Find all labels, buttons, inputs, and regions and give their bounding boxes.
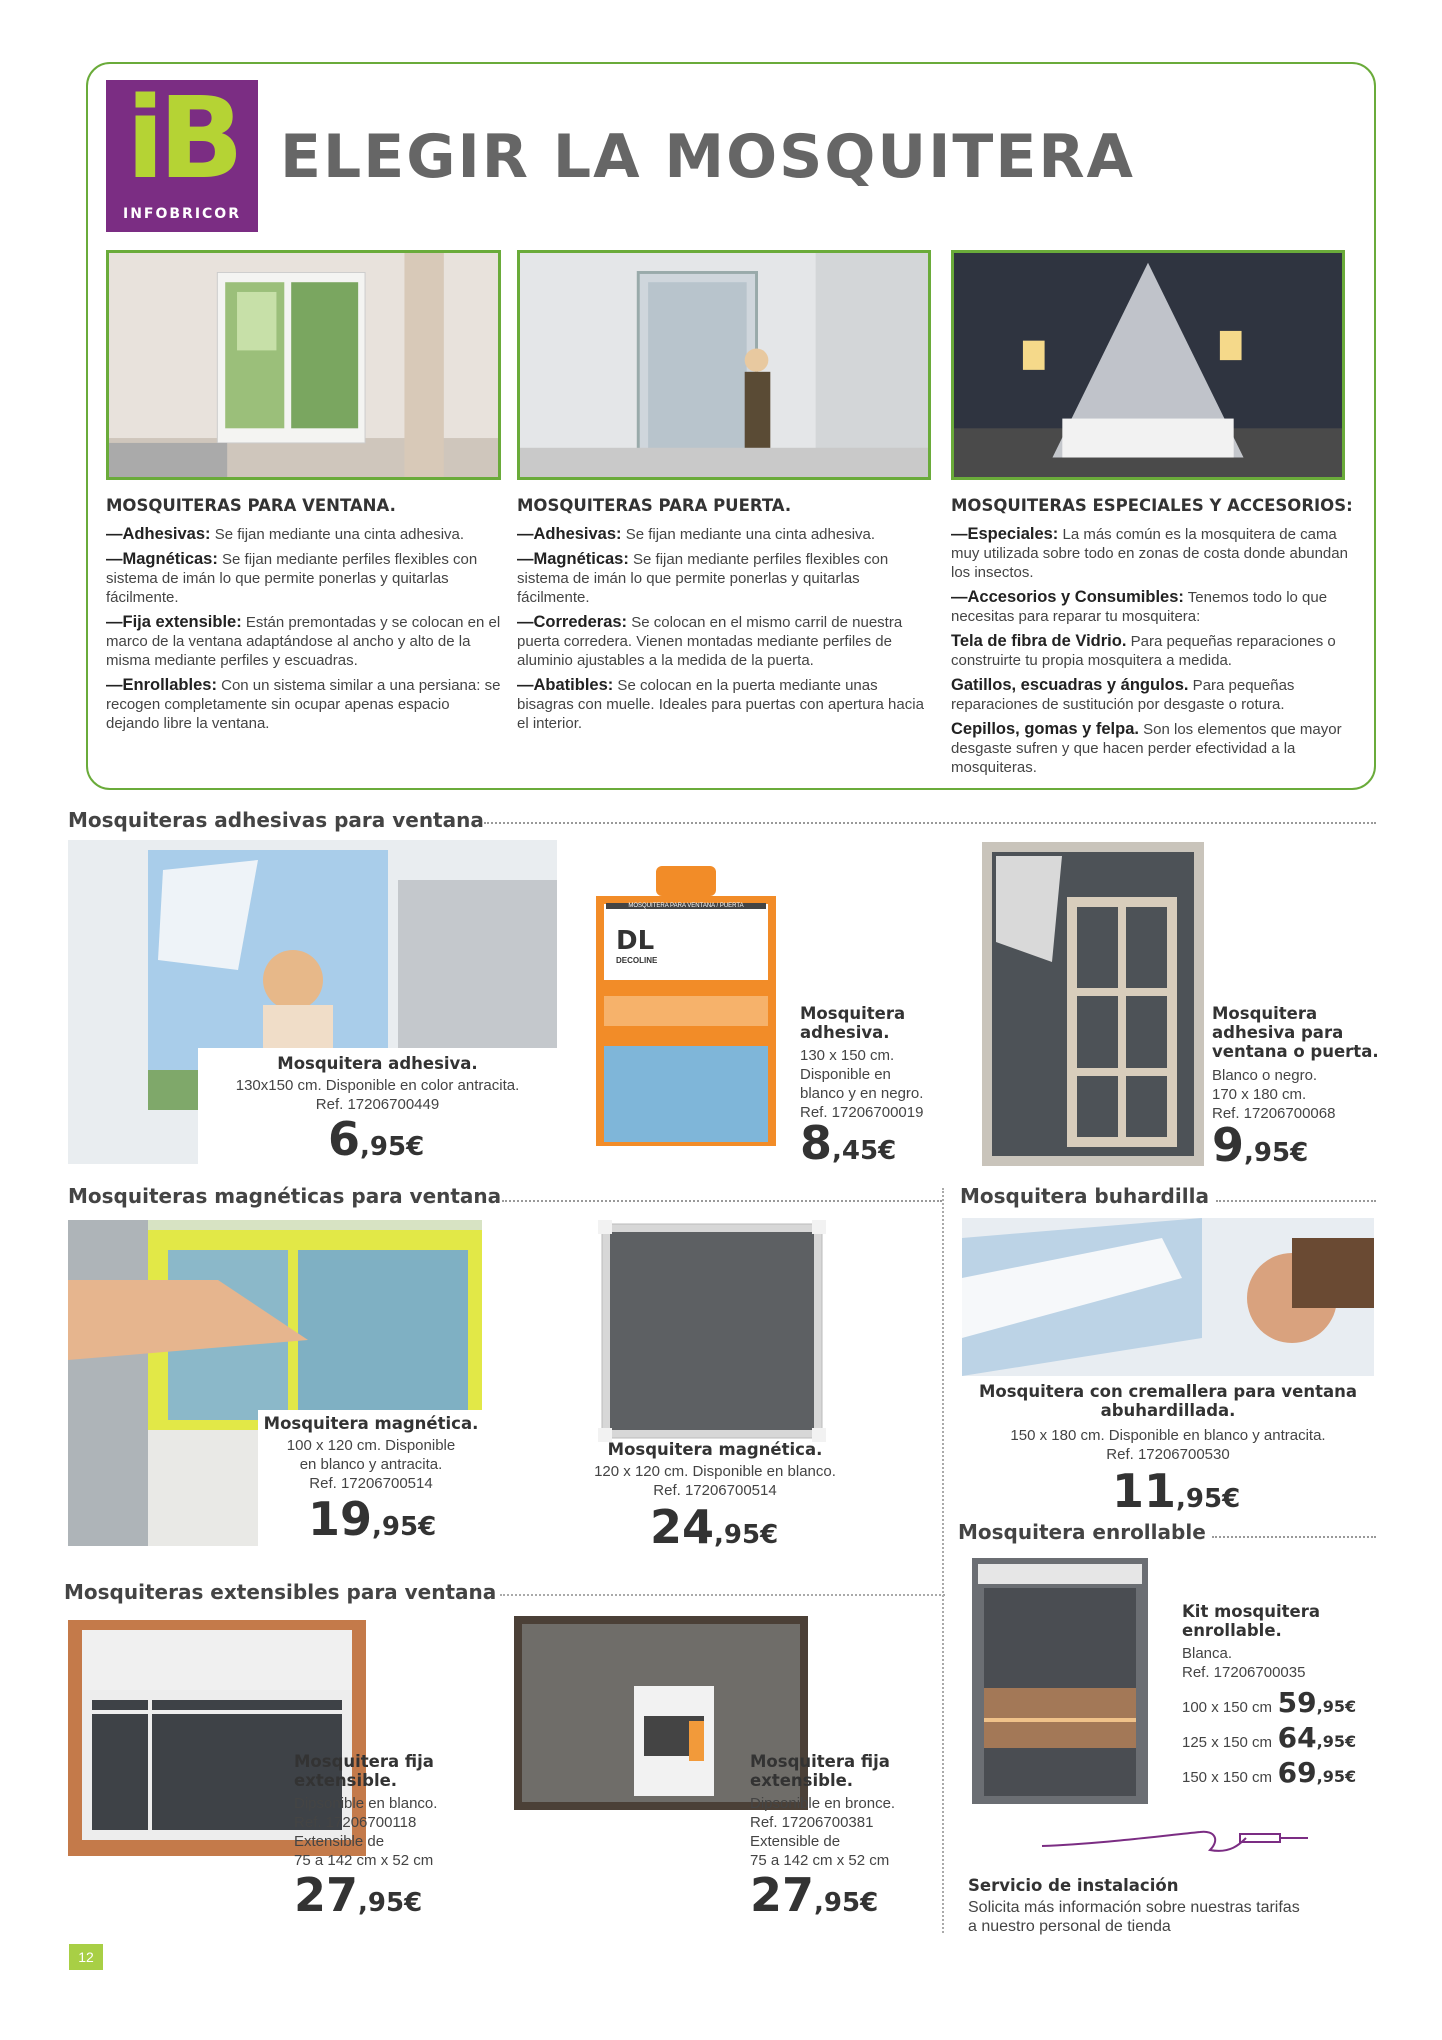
product-name: Mosquitera fija extensible. [750,1752,890,1790]
product-name: Mosquitera magnética. [263,1414,479,1433]
list-item: —Magnéticas: Se fijan mediante perfiles flexibles con sistema de imán lo que permite ponerlas y quitarlas fácilmente. [106,550,478,606]
product-name: Mosquitera adhesiva. [277,1054,478,1073]
list-item: —Enrollables: Con un sistema similar a una persiana: se recogen completamente sin ocupar apenas espacio dejando libre la ventana. [106,676,501,732]
product-name: Mosquitera magnética. [607,1440,823,1459]
column-divider [942,1188,944,1933]
list-item: —Abatibles: Se colocan en la puerta mediante unas bisagras con muelle. Ideales para puertas con apertura hacia el interior. [517,676,924,732]
infobricor-logo [106,74,258,232]
column-text [517,525,927,733]
size-price-row: 150 x 150 cm 69,95€ [1182,1756,1357,1789]
list-item: —Fija extensible: Están premontadas y se colocan en el marco de la ventana adaptándose al ancho y alto de la misma mediante perfiles y escuadras. [106,613,501,669]
section-heading-extensibles: Mosquiteras extensibles para ventana [64,1580,497,1604]
list-item: —Correderas: Se colocan en el mismo carril de nuestra puerta corredera. Vienen montadas mediante perfiles de aluminio ajustables a la medida de la puerta. [517,613,903,669]
box-label: MOSQUITERA PARA VENTANA / PUERTA [606,903,766,909]
magnetic-frame-photo [598,1220,826,1442]
list-item: —Adhesivas: Se fijan mediante una cinta adhesiva. [106,525,465,543]
divider [502,1200,942,1202]
product-description: 130 x 150 cm. Disponible en blanco y en negro. Ref. 17206700019 [800,1047,924,1121]
product-name: Mosquitera con cremallera para ventana abuhardillada. [978,1382,1357,1420]
box-brand-sub: DECOLINE [616,956,658,965]
divider [1216,1200,1376,1202]
list-item: —Magnéticas: Se fijan mediante perfiles flexibles con sistema de imán lo que permite ponerlas y quitarlas fácilmente. [517,550,889,606]
list-item: —Especiales: La más común es la mosquitera de cama muy utilizada sobre todo en zonas de costa donde abundan los insectos. [951,525,1348,581]
divider [484,822,1376,824]
product-description: Blanco o negro. 170 x 180 cm. Ref. 17206700068 [1212,1067,1336,1122]
product-price: 8,45€ [800,1116,897,1170]
section-heading-adhesivas: Mosquiteras adhesivas para ventana [68,808,484,832]
page-number: 12 [69,1944,103,1970]
door-adhesive-photo [982,842,1204,1166]
product-price: 6,95€ [328,1112,425,1166]
product-description: Blanca. Ref. 17206700035 [1182,1645,1306,1681]
section-heading-magneticas: Mosquiteras magnéticas para ventana [68,1184,502,1208]
product-name: Mosquitera adhesiva. [800,1004,906,1042]
column-heading: MOSQUITERAS PARA VENTANA. [106,496,396,515]
screwdriver-icon [1040,1810,1310,1866]
roof-window-photo [962,1218,1374,1376]
product-description: Dipsonible en blanco. Ref. 17206700118 Extensible de 75 a 142 cm x 52 cm [294,1795,438,1869]
window-column [106,496,506,739]
page-title: ELEGIR LA MOSQUITERA [280,122,1135,192]
size-price-list [1182,1686,1382,1791]
column-heading: MOSQUITERAS PARA PUERTA. [517,496,792,515]
service-text: Solicita más información sobre nuestras tarifas a nuestro personal de tienda [968,1899,1300,1935]
product-description: 120 x 120 cm. Disponible en blanco. Ref. 17206700514 [594,1463,836,1499]
section-heading-enrollable: Mosquitera enrollable [958,1520,1206,1544]
door-column [517,496,927,739]
product-price: 19,95€ [308,1492,437,1546]
product-name: Mosquitera adhesiva para ventana o puerta. [1212,1004,1379,1061]
list-item: Cepillos, gomas y felpa. Son los elementos que mayor desgaste sufren y que hacen perder efectividad a la mosquiteras. [951,720,1342,776]
product-description: 150 x 180 cm. Disponible en blanco y antracita. Ref. 17206700530 [1010,1427,1326,1463]
product-name: Kit mosquitera enrollable. [1182,1602,1320,1640]
service-title: Servicio de instalación [968,1876,1179,1895]
door-screen-photo [517,250,931,480]
accessories-column [951,496,1361,783]
column-heading: MOSQUITERAS ESPECIALES Y ACCESORIOS: [951,496,1353,515]
size-price-row: 100 x 150 cm 59,95€ [1182,1686,1357,1719]
product-price: 27,95€ [294,1868,423,1922]
list-item: —Adhesivas: Se fijan mediante una cinta adhesiva. [517,525,876,543]
product-description: 100 x 120 cm. Disponible en blanco y antracita. Ref. 17206700514 [286,1437,456,1492]
divider [1212,1536,1376,1538]
divider [500,1594,945,1596]
logo-brand: INFOBRICOR [122,206,241,222]
product-price: 24,95€ [650,1500,779,1554]
adhesive-box-photo [596,856,786,1156]
column-text [951,525,1361,777]
size-price-row: 125 x 150 cm 64,95€ [1182,1721,1357,1754]
product-price: 9,95€ [1212,1118,1309,1172]
logo-mark: iB [126,74,238,204]
list-item: Tela de fibra de Vidrio. Para pequeñas reparaciones o construirte tu propia mosquitera a medida. [951,632,1336,669]
product-description: Dipsonible en bronce. Ref. 17206700381 Extensible de 75 a 142 cm x 52 cm [750,1795,896,1869]
section-heading-buhardilla: Mosquitera buhardilla [960,1184,1209,1208]
product-price: 27,95€ [750,1868,879,1922]
window-screen-photo [106,250,501,480]
bed-net-photo [951,250,1345,480]
product-description: 130x150 cm. Disponible en color antracita. Ref. 17206700449 [235,1077,520,1113]
list-item: —Accesorios y Consumibles: Tenemos todo lo que necesitas para reparar tu mosquitera: [951,588,1328,625]
roller-screen-photo [972,1558,1148,1804]
list-item: Gatillos, escuadras y ángulos. Para pequeñas reparaciones de sustitución por desgaste o rotura. [951,676,1295,713]
column-text [106,525,506,733]
box-brand: DL [616,926,655,956]
product-price: 11,95€ [1112,1464,1241,1518]
product-name: Mosquitera fija extensible. [294,1752,434,1790]
